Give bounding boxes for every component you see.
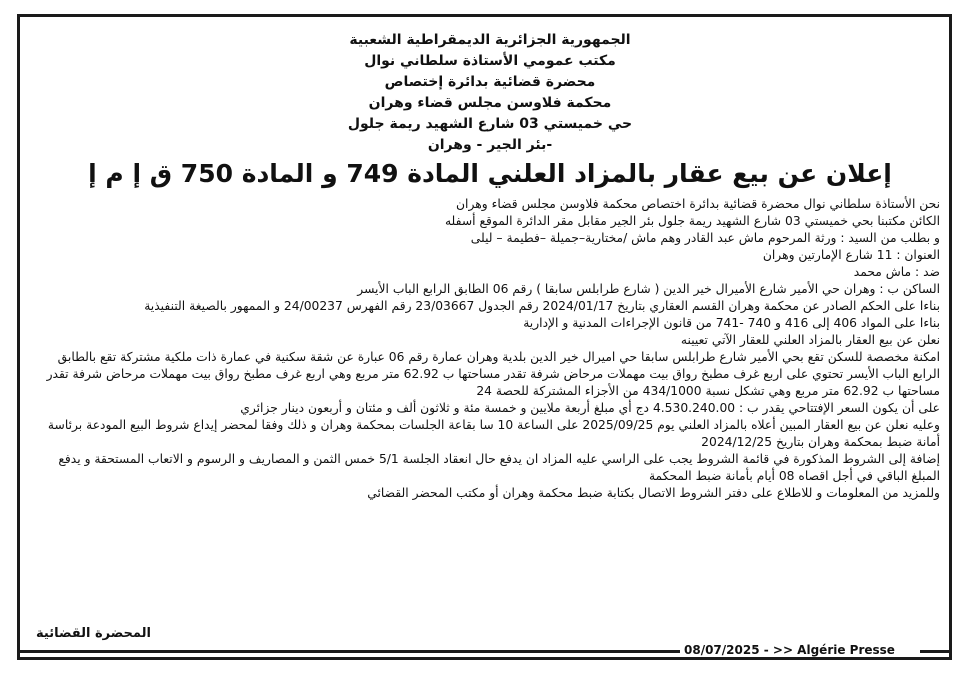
body-paragraph: بناءا على المواد 406 إلى 416 و 740 -741 من قانون الإجراءات المدنية و الإدارية [523,316,940,330]
body-paragraph: ضد : ماش محمد [853,265,940,279]
body-paragraph: الكائن مكتبنا بحي خميستي 03 شارع الشهيد ريمة جلول بئر الجير مقابل مقر الدائرة الموقع أسفله [444,214,940,228]
body-paragraph: على أن يكون السعر الإفتتاحي يقدر ب : 4.530.240.00 دج أي مبلغ أربعة ملايين و خمسة مئة و ثلاثون ألف و مئتان و أربعون دينار جزائري [240,401,940,415]
body-paragraph: الساكن ب : وهران حي الأمير شارع الأميرال خير الدين ( شارع طرابلس سابقا ) رقم 06 الطابق الرابع الباب الأيسر [357,282,940,296]
body-paragraph: نعلن عن بيع العقار بالمزاد العلني للعقار الآتي تعيينه [680,333,940,347]
header-line: محكمة فلاوسن مجلس قضاء وهران [368,95,612,111]
body-paragraph: إضافة إلى الشروط المذكورة في قائمة الشروط يجب على الراسي عليه المزاد ان يدفع حال انعقاد الجلسة 5/1 خمس الثمن و المصاريف و الرسوم و الاتعاب المستحقة و يدفع المبلغ الباقي في أجل اقصاه 08 أيام بأمانة ضبط المحكمة [58,452,940,483]
body-paragraph: و بطلب من السيد : ورثة المرحوم ماش عبد القادر وهم ماش /مختارية–جميلة –فطيمة – ليلى [470,231,940,245]
body-paragraph: نحن الأستاذة سلطاني نوال محضرة قضائية بدائرة اختصاص محكمة فلاوسن مجلس قضاء وهران [456,197,940,211]
header-line: حي خميستي 03 شارع الشهيد ريمة جلول [347,116,633,132]
body-paragraph: بناءا على الحكم الصادر عن محكمة وهران القسم العقاري بتاريخ 2024/01/17 رقم الجدول 23/03667 رقم الفهرس 24/00237 و الممهور بالصيغة التنفيذية [144,299,940,313]
header-line: -بئر الجير - وهران [427,137,553,153]
body-paragraph: وللمزيد من المعلومات و للاطلاع على دفتر الشروط الاتصال بكتابة ضبط محكمة وهران أو مكتب المحضر القضائي [367,486,940,500]
footer-source-date: 08/07/2025 - >> Algérie Presse [680,643,899,657]
bottom-rule-left [17,650,682,653]
header-line: محضرة قضائية بدائرة إختصاص [384,74,596,90]
body-paragraph: وعليه نعلن عن بيع العقار المبين أعلاه بالمزاد العلني يوم 2025/09/25 على الساعة 10 سا بقاعة الجلسات بمحكمة وهران و ذلك وفقا لمحضر إيداع شروط البيع المودعة برئاسة أمانة ضبط بمحكمة وهران بتاريخ 2024/12/25 [47,418,940,449]
notice-headline: إعلان عن بيع عقار بالمزاد العلني المادة 749 و المادة 750 ق إ م إ [88,159,892,188]
header-line: الجمهورية الجزائرية الديمقراطية الشعبية [349,32,631,48]
body-paragraph: العنوان : 11 شارع الإمارتين وهران [762,248,940,262]
bottom-rule-right [920,650,952,653]
notice-body [32,196,940,502]
body-paragraph: امكنة مخصصة للسكن تقع بحي الأمير شارع طرابلس سابقا حي اميرال خير الدين بلدية وهران عمارة رقم 06 عبارة عن شقة سكنية في عمارة ذات ملكية مشتركة تقع بالطابق الرابع الباب الأيسر تحتوي على اربع غرف مطبخ رواق بيت مهملات مرحاض شرفة تقدر مساحتها ب 62.92 متر مربع وهي اربع غرف مطبخ رواق بيت مهملات مرحاض شرفة تقدر مساحتها ب 62.92 متر مربع وهي تشكل نسبة 434/1000 من الأجزاء المشتركة للحصة 24 [46,350,940,398]
signature-bailiff: المحضرة القضائية [36,626,151,641]
header-line: مكتب عمومي الأستاذة سلطاني نوال [364,53,616,69]
notice-header [200,30,780,156]
